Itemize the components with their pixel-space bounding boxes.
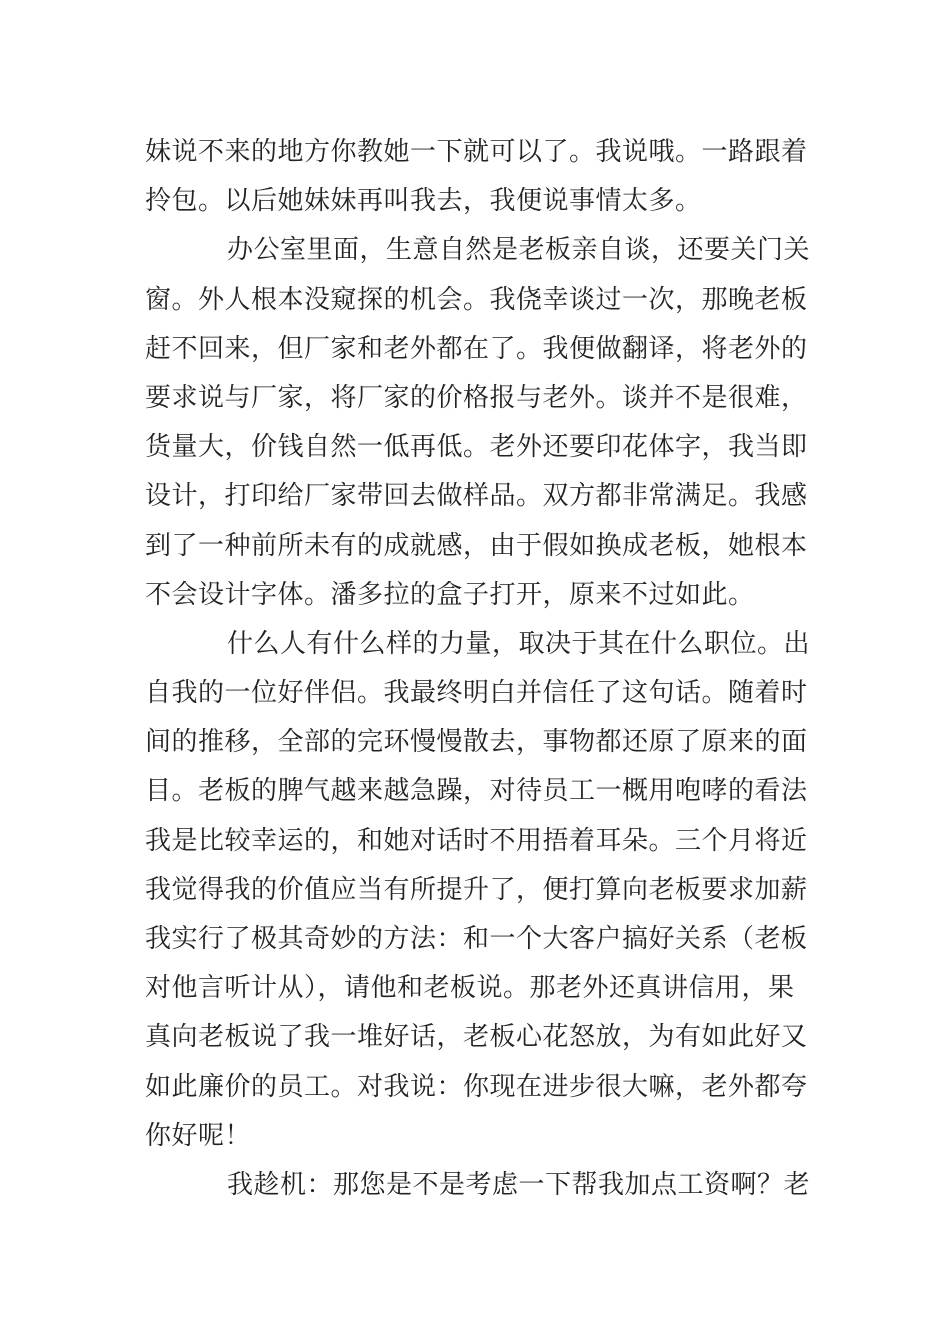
text-line: 如此廉价的员工。对我说：你现在进步很大嘛，老外都夸 (145, 1071, 808, 1102)
text-line: 真向老板说了我一堆好话，老板心花怒放，为有如此好又 (145, 1022, 808, 1053)
text-line: 什么人有什么样的力量，取决于其在什么职位。出 (227, 628, 811, 659)
text-line: 妹说不来的地方你教她一下就可以了。我说哦。一路跟着 (145, 137, 808, 167)
text-line: 拎包。以后她妹妹再叫我去，我便说事情太多。 (145, 186, 702, 217)
text-line: 目。老板的脾气越来越急躁，对待员工一概用咆哮的看法 (145, 776, 808, 807)
text-line: 办公室里面，生意自然是老板亲自谈，还要关门关 (227, 235, 811, 266)
text-line: 自我的一位好伴侣。我最终明白并信任了这句话。随着时 (145, 678, 808, 709)
text-line: 到了一种前所未有的成就感，由于假如换成老板，她根本 (145, 530, 808, 561)
body-text (145, 128, 810, 1210)
text-line: 间的推移，全部的完环慢慢散去，事物都还原了原来的面 (145, 727, 808, 758)
text-line: 我是比较幸运的，和她对话时不用捂着耳朵。三个月将近 (145, 825, 808, 856)
text-line: 你好呢！ (145, 1120, 252, 1151)
text-line: 窗。外人根本没窥探的机会。我侥幸谈过一次，那晚老板 (145, 284, 808, 315)
text-line: 我趁机：那您是不是考虑一下帮我加点工资啊？老 (227, 1169, 811, 1200)
text-line: 对他言听计从），请他和老板说。那老外还真讲信用，果 (145, 973, 795, 1004)
text-line: 货量大，价钱自然一低再低。老外还要印花体字，我当即 (145, 432, 808, 463)
text-line: 我觉得我的价值应当有所提升了，便打算向老板要求加薪 (145, 874, 808, 905)
text-line: 我实行了极其奇妙的方法：和一个大客户搞好关系（老板 (145, 924, 808, 954)
text-line: 赶不回来，但厂家和老外都在了。我便做翻译，将老外的 (145, 333, 808, 364)
text-line: 要求说与厂家，将厂家的价格报与老外。谈并不是很难， (145, 382, 808, 413)
text-line: 不会设计字体。潘多拉的盒子打开，原来不过如此。 (145, 579, 755, 610)
text-line: 设计，打印给厂家带回去做样品。双方都非常满足。我感 (145, 481, 808, 512)
